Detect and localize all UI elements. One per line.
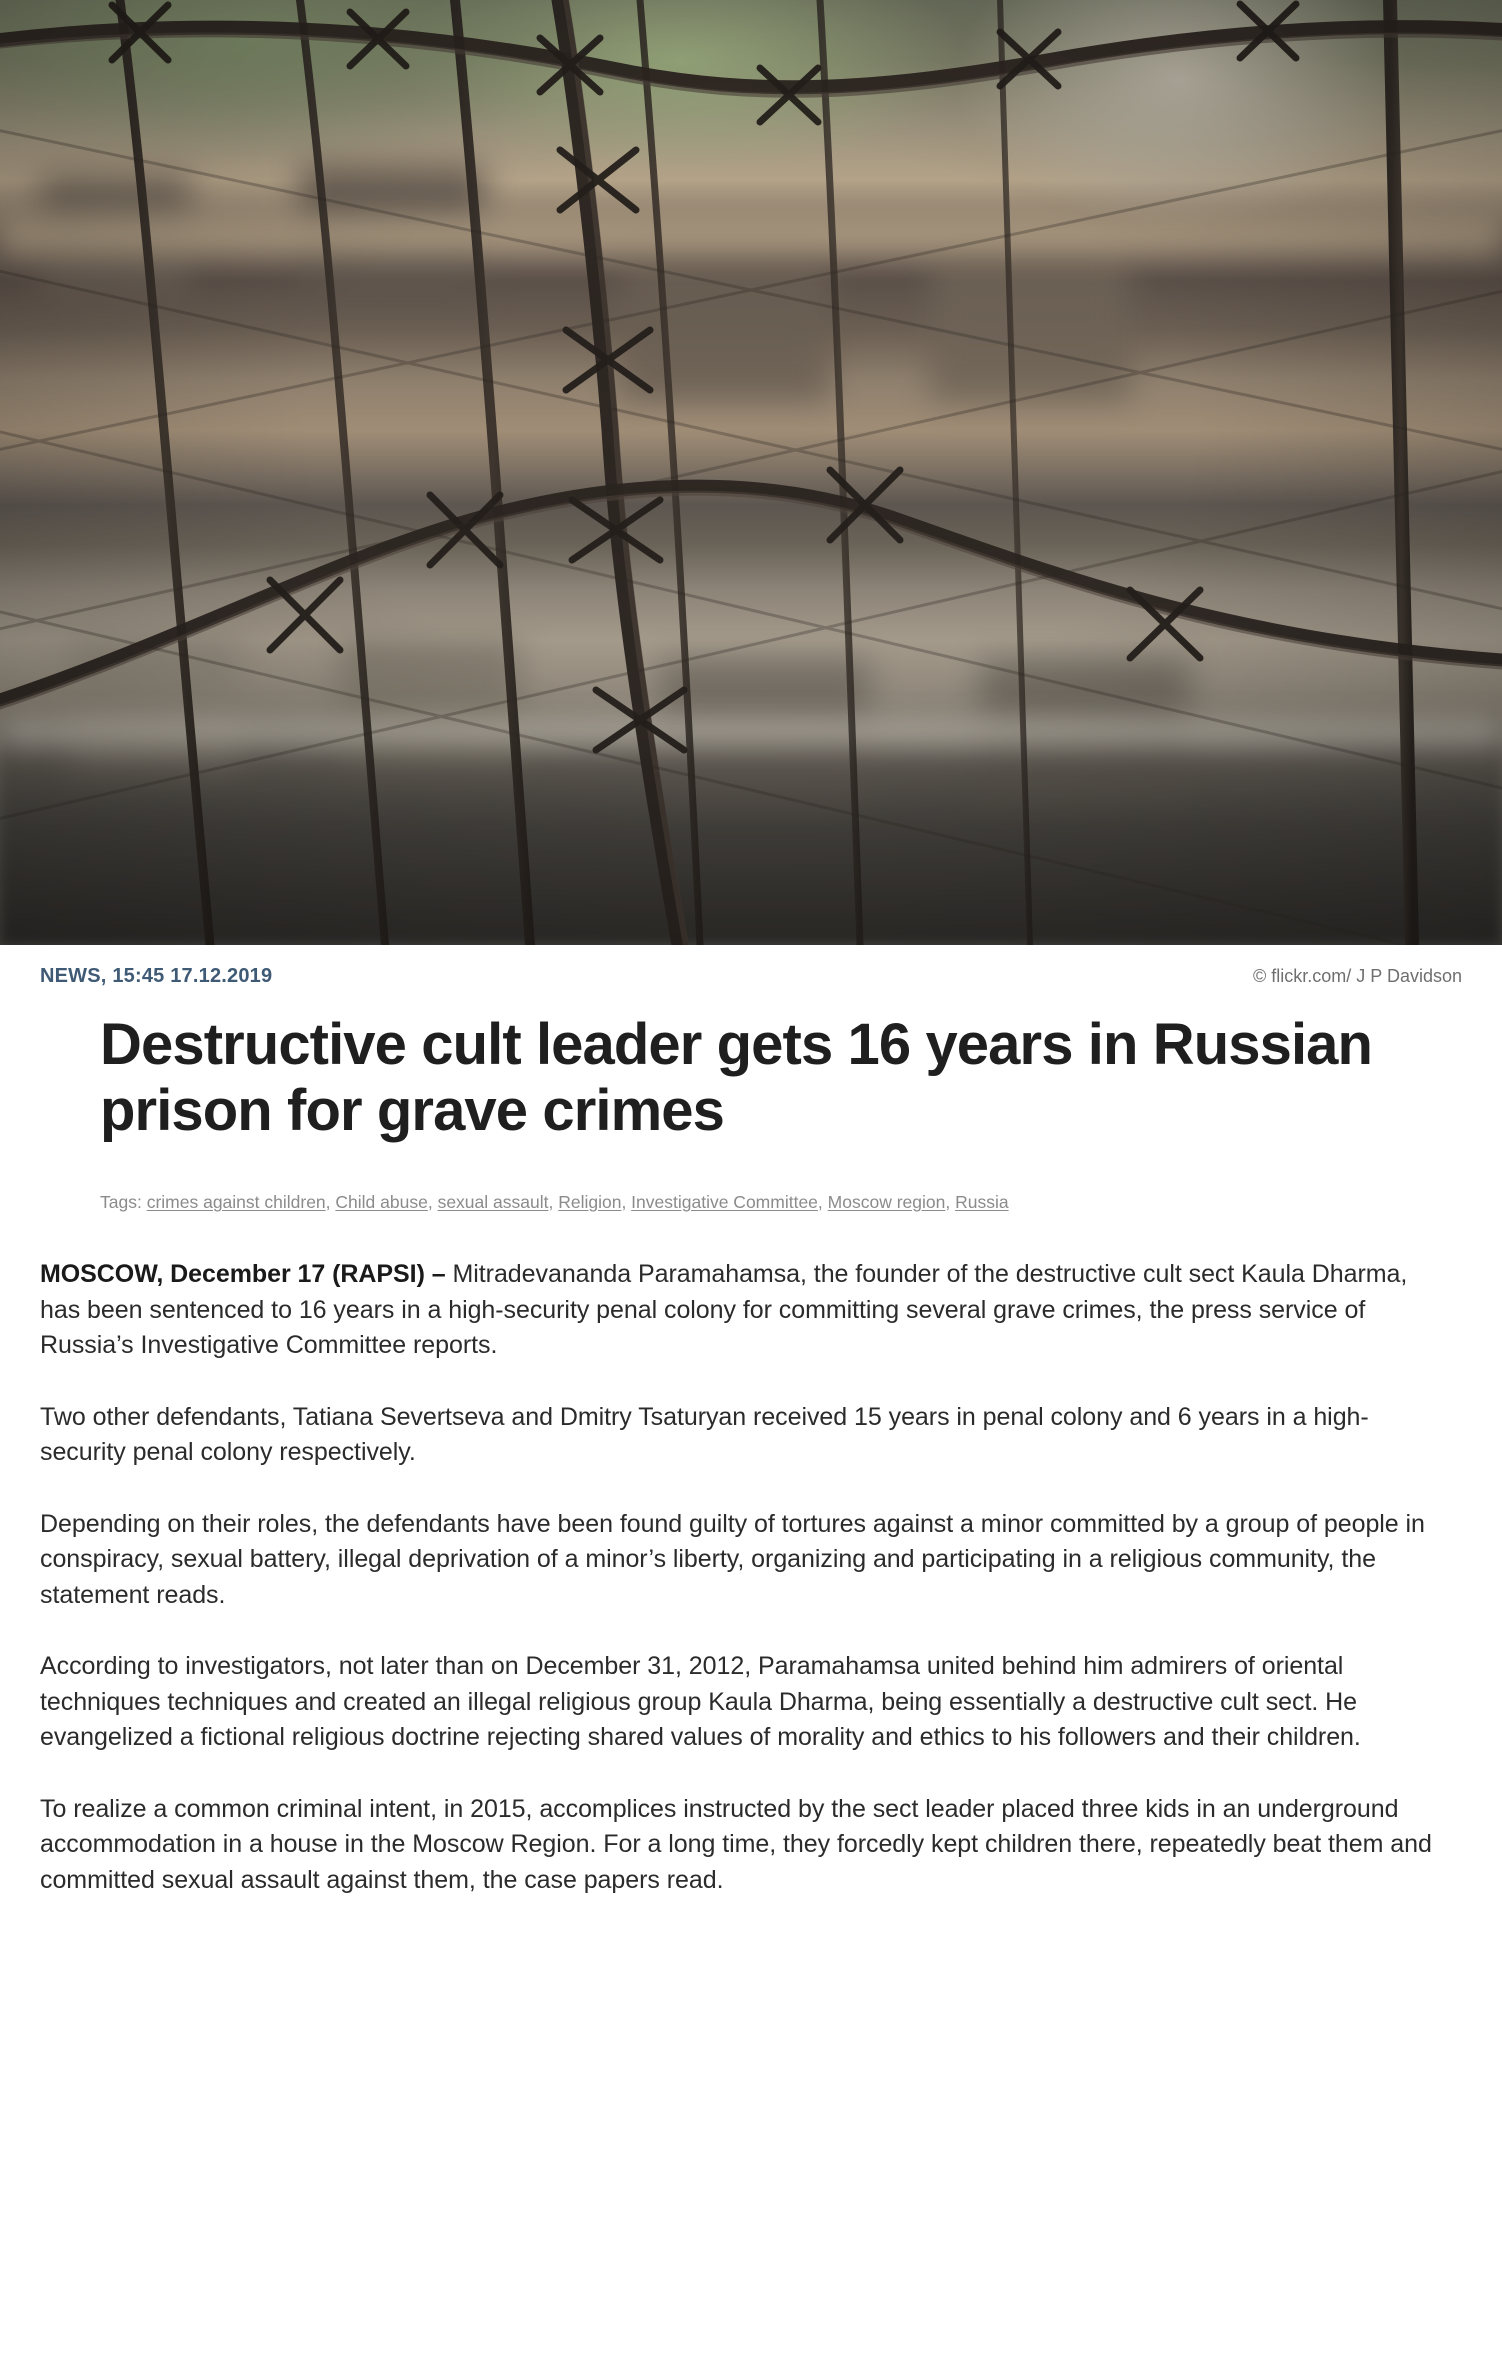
article-paragraph-1 bbox=[40, 1257, 1454, 1364]
tag-link[interactable]: Moscow region bbox=[827, 1192, 946, 1213]
tag-separator: , bbox=[548, 1192, 559, 1213]
tags-label: Tags: bbox=[100, 1192, 142, 1213]
tag-items bbox=[147, 1192, 1009, 1212]
page-title: Destructive cult leader gets 16 years in Russian prison for grave crimes bbox=[100, 1012, 1373, 1143]
dateline: MOSCOW, December 17 (RAPSI) – bbox=[40, 1260, 446, 1289]
article-paragraph-4: According to investigators, not later than on December 31, 2012, Paramahamsa united behind him admirers of oriental techniques techniques and created an illegal religious group Kaula Dharma, being essentially a destructive cult sect. He evangelized a fictional religious doctrine rejecting shared values of morality and ethics to his followers and their children. bbox=[40, 1652, 1361, 1752]
paragraph-text: Mitradevananda Paramahamsa, the founder of the destructive cult sect Kaula Dharma, has been sentenced to 16 years in a high-security penal colony for committing several grave crimes, the press service of Russia’s Investigative Committee reports. bbox=[40, 1260, 1408, 1360]
article-paragraph-2: Two other defendants, Tatiana Severtseva and Dmitry Tsaturyan received 15 years in penal colony and 6 years in a high-security penal colony respectively. bbox=[40, 1402, 1369, 1467]
article-paragraph-5: To realize a common criminal intent, in 2015, accomplices instructed by the sect leader placed three kids in an underground accommodation in a house in the Moscow Region. For a long time, they forcedly kept children there, repeatedly beat them and committed sexual assault against them, the case papers read. bbox=[40, 1794, 1432, 1894]
article-kicker: NEWS, 15:45 17.12.2019 bbox=[40, 965, 273, 987]
tag-link[interactable]: crimes against children bbox=[146, 1192, 326, 1213]
tag-link[interactable]: Child abuse bbox=[335, 1192, 428, 1213]
tag-link[interactable]: Investigative Committee bbox=[631, 1192, 818, 1213]
tag-link[interactable]: Russia bbox=[955, 1192, 1009, 1213]
tag-list bbox=[100, 1189, 1462, 1215]
article-meta-row bbox=[0, 945, 1502, 988]
tag-separator: , bbox=[427, 1192, 438, 1213]
hero-vignette bbox=[0, 0, 1502, 945]
tag-separator: , bbox=[817, 1192, 828, 1213]
tag-separator: , bbox=[325, 1192, 336, 1213]
photo-credit: © flickr.com/ J P Davidson bbox=[1253, 966, 1462, 986]
tag-separator: , bbox=[945, 1192, 956, 1213]
tag-link[interactable]: sexual assault bbox=[437, 1192, 549, 1213]
hero-image bbox=[0, 0, 1502, 945]
article-body bbox=[40, 1257, 1454, 1898]
tag-link[interactable]: Religion bbox=[558, 1192, 622, 1213]
tag-separator: , bbox=[621, 1192, 632, 1213]
article-paragraph-3: Depending on their roles, the defendants have been found guilty of tortures against a minor committed by a group of people in conspiracy, sexual battery, illegal deprivation of a minor’s liberty, organizing and participating in a religious community, the statement reads. bbox=[40, 1509, 1425, 1609]
